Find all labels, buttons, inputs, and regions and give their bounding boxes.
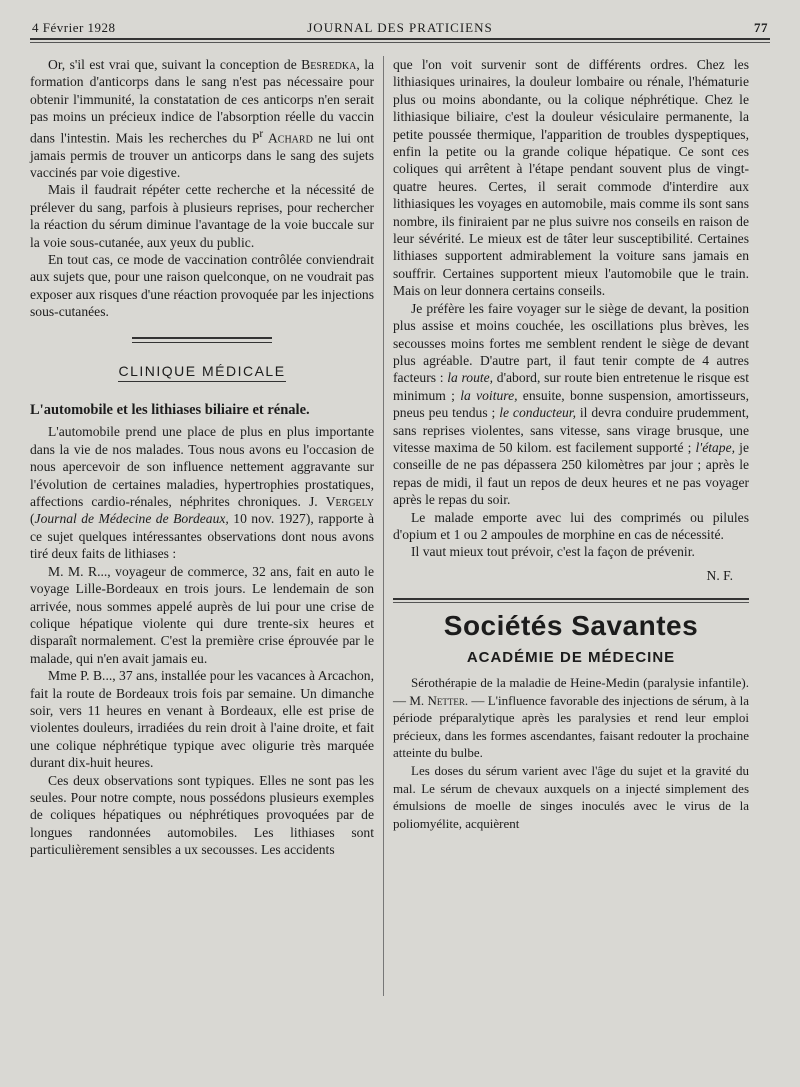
- section-rule: [393, 598, 749, 600]
- author-name: Netter: [427, 692, 465, 708]
- section-separator: [132, 337, 272, 343]
- right-paragraph-2: Je préfère les faire voyager sur le siège de devant, la position plus assise et moins couchée, les oscillations plus brèves, les secousses moins fortes me semblent rendent le siège de devant plus agréable. D'autre part, il faut tenir compte de 4 autres facteurs : la route, d'abord, sur route bien entretenue le risque est minimum ; la voiture, ensuite, bonne suspension, amortisseurs, pneus peu tendus ; le conducteur, il devra conduire prudemment, sans reprises violentes, sans vitesse, sans virage brusque, une vitesse maxima de 50 kilom. est facilement supporté ; l'étape, je conseille de ne pas dépassera 250 kilomètres par jour ; après le repas de midi, il faut un repos de deux heures et ne pas voyager après le repas du soir.: [393, 300, 749, 508]
- journal-citation: Journal de Médecine de Bordeaux,: [34, 511, 229, 527]
- page-header: [30, 18, 770, 40]
- right-paragraph-6: Les doses du sérum varient avec l'âge du sujet et la gravité du mal. Le sérum de chevaux auxquels on a injecté simplement des émulsions de moelle de singes inoculés avec le virus de la poliomyélite, acquièrent: [393, 762, 749, 831]
- header-page-number: 77: [754, 20, 768, 35]
- section-rule-thin: [393, 602, 749, 603]
- right-paragraph-5: Sérothérapie de la maladie de Heine-Medin (paralysie infantile). — M. Netter. — L'influence favorable des injections de sérum, à la période préparalytique après les paralysies et rend leur emploi précieux, dans les formes ascendantes, faisant redouter la prochaine atteinte du bulbe.: [393, 675, 750, 761]
- author-name: Vergely: [325, 494, 374, 510]
- left-paragraph-4: L'automobile prend une place de plus en plus importante dans la vie de nos malades. Tous nous avons eu l'occasion de nous apercevoir de son influence nettement aggravante sur l'évolution de certaines maladies, hypertrophies prostatiques, affections cardio-rénales, néphrites chroniques. J. Vergely (Journal de Médecine de Bordeaux, 10 nov. 1927), rapporte à ce sujet quelques intéressantes observations dont nous avons tiré deux faits de lithiases :: [30, 424, 374, 562]
- header-date: 4 Février 1928: [32, 20, 116, 35]
- left-paragraph-1: Or, s'il est vrai que, suivant la conception de Besredka, la formation d'anticorps dans le sang n'est pas nécessaire pour obtenir l'immunité, la constatation de ces anticorps n'en serait pas moins un précieux indice de l'absorption réelle du vaccin dans l'intestin. Mais les recherches du $P^r$ Achard ne lui ont jamais permis de trouver un anticorps dans le sang des sujets vaccinés par voie digestive.: [30, 57, 374, 180]
- left-paragraph-6: Mme P. B..., 37 ans, installée pour les vacances à Arcachon, fait la route de Bordeaux trois fois par semaine. Un dimanche soir, vers 11 heures en venant à Bordeaux, elle est prise de violentes douleurs, irradiées du rein droit à l'aine droite, et fait une colique néphrétique typique avec oligurie très marquée durant dix-huit heures.: [30, 668, 374, 771]
- column-divider: [383, 56, 384, 996]
- section-heading: CLINIQUE MÉDICALE: [30, 363, 374, 380]
- section-big-title: Sociétés Savantes: [443, 610, 699, 642]
- article-title: L'automobile et les lithiases biliaire et rénale.: [30, 402, 310, 419]
- header-rule: [30, 38, 770, 40]
- left-column: [30, 56, 374, 859]
- subsection-title: ACADÉMIE DE MÉDECINE: [466, 648, 676, 666]
- right-column: [393, 56, 749, 832]
- left-paragraph-5: M. M. R..., voyageur de commerce, 32 ans, fait en auto le voyage Lille-Bordeaux en trois jours. Le lendemain de son arrivée, nous sommes appelé auprès de lui pour une crise de colique hépatique violente qui dure trente-six heures et disparaît normalement. C'est la première crise éprouvée par le malade, qui n'en avait jamais eu.: [30, 563, 374, 666]
- left-paragraph-3: En tout cas, ce mode de vaccination contrôlée conviendrait aux sujets que, pour une raison quelconque, on ne voudrait pas exposer aux risques d'une réaction provoquée par les injections sous-cutanées.: [30, 252, 374, 320]
- right-paragraph-1: que l'on voit survenir sont de différents ordres. Chez les lithiasiques urinaires, la douleur lombaire ou rénale, l'hématurie plus ou moins abondante, ou la colique néphrétique. Chez le lithiasique biliaire, c'est la douleur vésiculaire permanente, la petite poussée thermique, l'apparition de troubles dyspeptiques, enfin la petite ou la grande colique hépatique. Ce sont ces coliques qui arrêtent à l'étape pendant souvent plus de vingt-quatre heures. Certes, il serait commode d'interdire aux lithiasiques les voyages en automobile, mais comme ils sont sans nombre, ils finiraient par ne plus suivre nos conseils en raison de leur sévérité. Le mieux est de tâter leur susceptibilité. Certaines lithiases supportent admirablement la voiture sans jamais en souffrir. Certaines supportent mieux l'automobile que le train. Mais on leur donnera certains conseils.: [393, 57, 749, 299]
- article-signature: N. F.: [706, 567, 733, 583]
- right-paragraph-3: Le malade emporte avec lui des comprimés ou pilules d'opium et 1 ou 2 ampoules de morphine en cas de nécessité.: [393, 509, 749, 542]
- right-paragraph-4: Il vaut mieux tout prévoir, c'est la façon de prévenir.: [411, 544, 695, 560]
- author-name: Achard: [263, 130, 313, 146]
- left-paragraph-7: Ces deux observations sont typiques. Elles ne sont pas les seules. Pour notre compte, nous possédons plusieurs exemples de coliques hépatiques ou néphrétiques provoquées par de longues randonnées automobiles. Les lithiases sont particulièrement sensibles a ux secousses. Les accidents: [30, 772, 374, 858]
- author-name: Besredka: [301, 57, 357, 72]
- left-paragraph-2: Mais il faudrait répéter cette recherche et la nécessité de prélever du sang, parfois à plusieurs reprises, pour rechercher la réaction du sérum diminue l'avantage de la voie buccale sur la voie sous-cutanée, aux yeux du public.: [30, 182, 374, 250]
- header-journal-name: JOURNAL DES PRATICIENS: [307, 20, 493, 35]
- header-rule-thin: [30, 42, 770, 43]
